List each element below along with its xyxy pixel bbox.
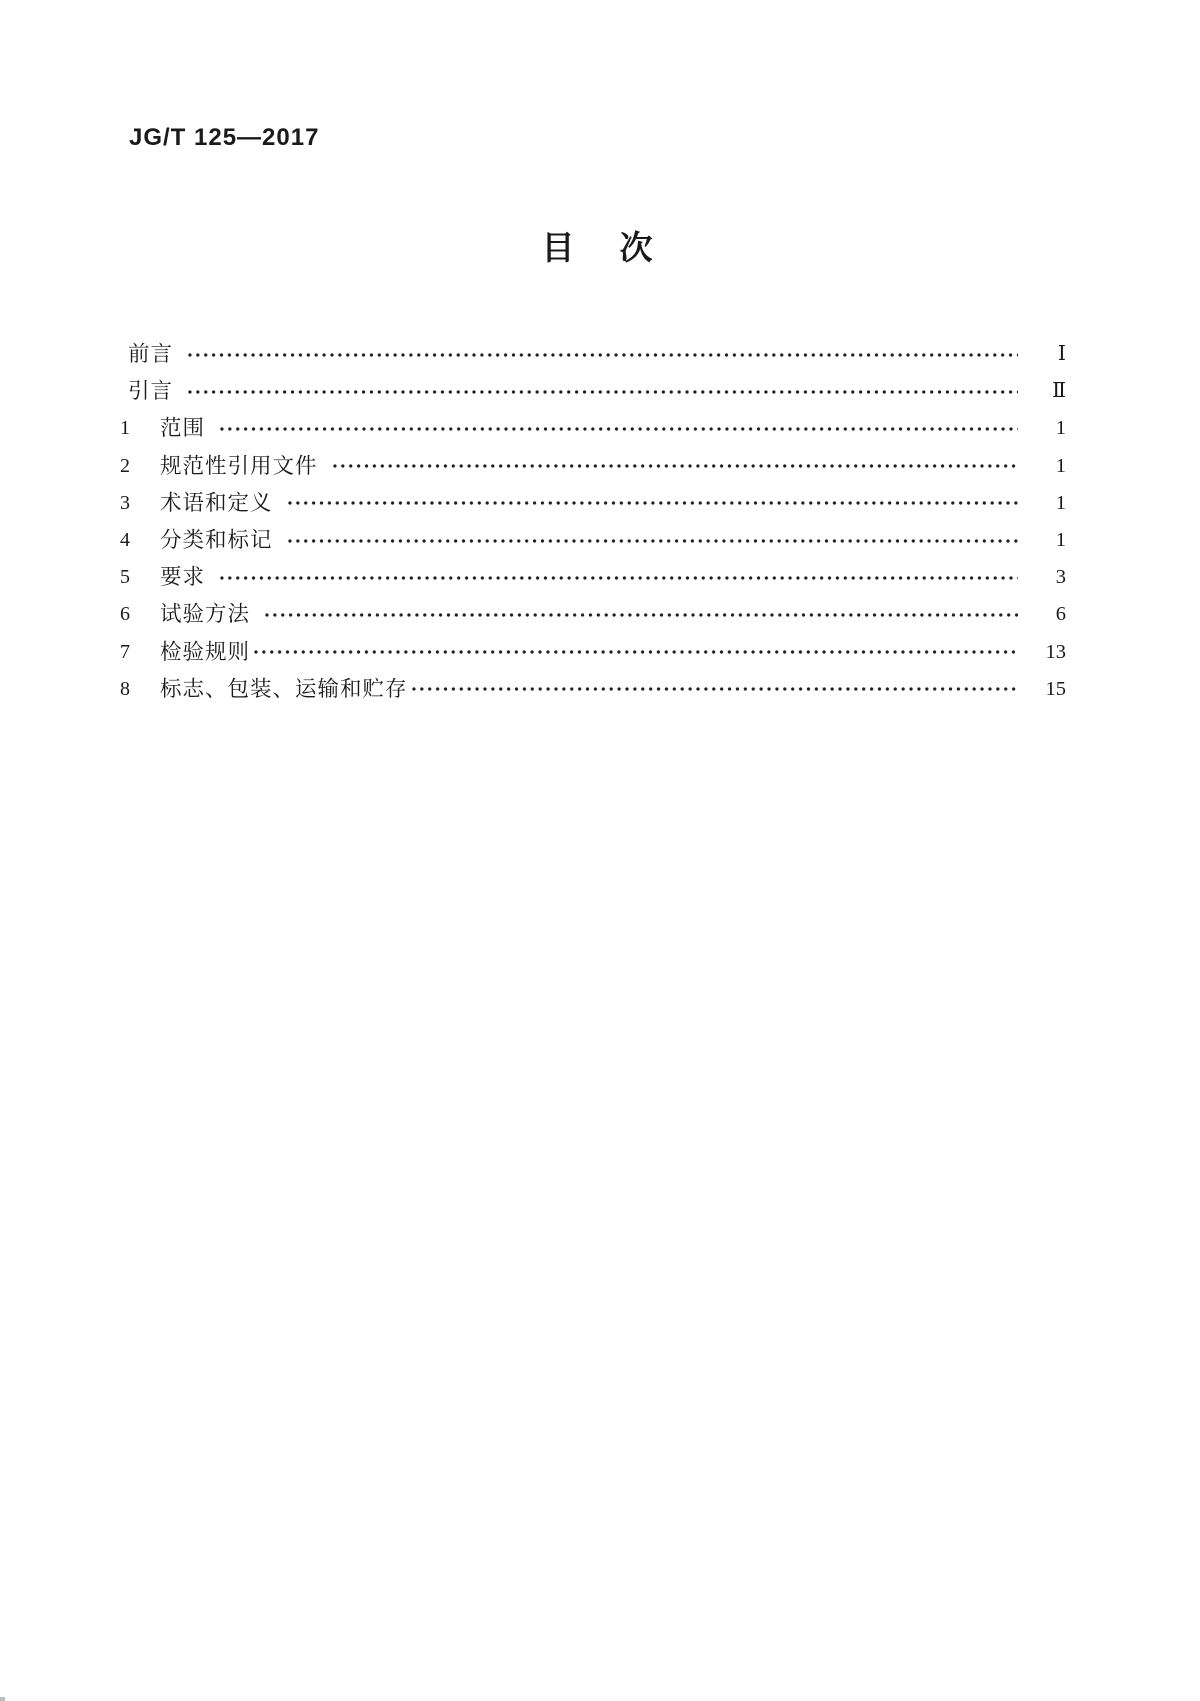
toc-entry xyxy=(120,448,1066,485)
toc-entry-label: 标志、包装、运输和贮存 xyxy=(160,676,408,701)
dot-leader xyxy=(252,634,1018,671)
toc-entry-label: 前言 xyxy=(128,342,174,366)
toc-entry-label: 范围 xyxy=(160,416,206,441)
toc-list xyxy=(120,336,1066,708)
scan-artifact xyxy=(0,1697,5,1701)
toc-entry xyxy=(120,634,1066,671)
toc-entry-page: 15 xyxy=(1045,677,1066,700)
toc-entry-number: 4 xyxy=(120,528,130,551)
toc-entry-page: 1 xyxy=(1055,417,1066,440)
dot-leader xyxy=(218,410,1018,447)
toc-entry-label: 要求 xyxy=(160,565,206,590)
toc-entry-number: 2 xyxy=(120,454,130,477)
toc-entry-page: 1 xyxy=(1055,528,1066,551)
toc-entry-page: Ⅰ xyxy=(1057,343,1066,365)
dot-leader xyxy=(263,596,1018,633)
toc-entry xyxy=(120,522,1066,559)
dot-leader xyxy=(410,671,1018,708)
toc-entry xyxy=(120,671,1066,708)
toc-entry-page: 1 xyxy=(1055,454,1066,477)
dot-leader xyxy=(331,448,1018,485)
toc-entry-number: 1 xyxy=(120,417,130,440)
dot-leader xyxy=(286,522,1018,559)
dot-leader xyxy=(218,559,1018,596)
toc-entry-number: 7 xyxy=(120,640,130,663)
toc-entry xyxy=(120,485,1066,522)
toc-entry-page: 6 xyxy=(1055,603,1066,626)
page-title: 目 次 xyxy=(541,229,659,266)
toc-entry-label: 规范性引用文件 xyxy=(160,453,318,478)
toc-entry xyxy=(120,336,1066,373)
toc-entry-number: 6 xyxy=(120,603,130,626)
standard-code: JG/T 125—2017 xyxy=(129,124,320,151)
toc-entry xyxy=(120,559,1066,596)
toc-entry-label: 分类和标记 xyxy=(160,527,273,552)
toc-entry-page: 13 xyxy=(1045,640,1066,663)
toc-entry-page: Ⅱ xyxy=(1052,380,1066,403)
toc-entry-page: 1 xyxy=(1055,491,1066,514)
toc-entry-number: 8 xyxy=(120,677,130,700)
dot-leader xyxy=(186,373,1018,410)
toc-entry xyxy=(120,596,1066,633)
dot-leader xyxy=(186,336,1018,373)
toc-entry-number: 3 xyxy=(120,491,130,514)
toc-entry xyxy=(120,410,1066,447)
toc-entry-page: 3 xyxy=(1055,566,1066,589)
toc-entry-label: 引言 xyxy=(128,379,174,404)
toc-entry-label: 检验规则 xyxy=(160,639,251,664)
toc-entry-number: 5 xyxy=(120,566,130,589)
dot-leader xyxy=(286,485,1018,522)
toc-entry-label: 试验方法 xyxy=(160,602,251,627)
toc-entry xyxy=(120,373,1066,410)
toc-entry-label: 术语和定义 xyxy=(160,490,273,515)
